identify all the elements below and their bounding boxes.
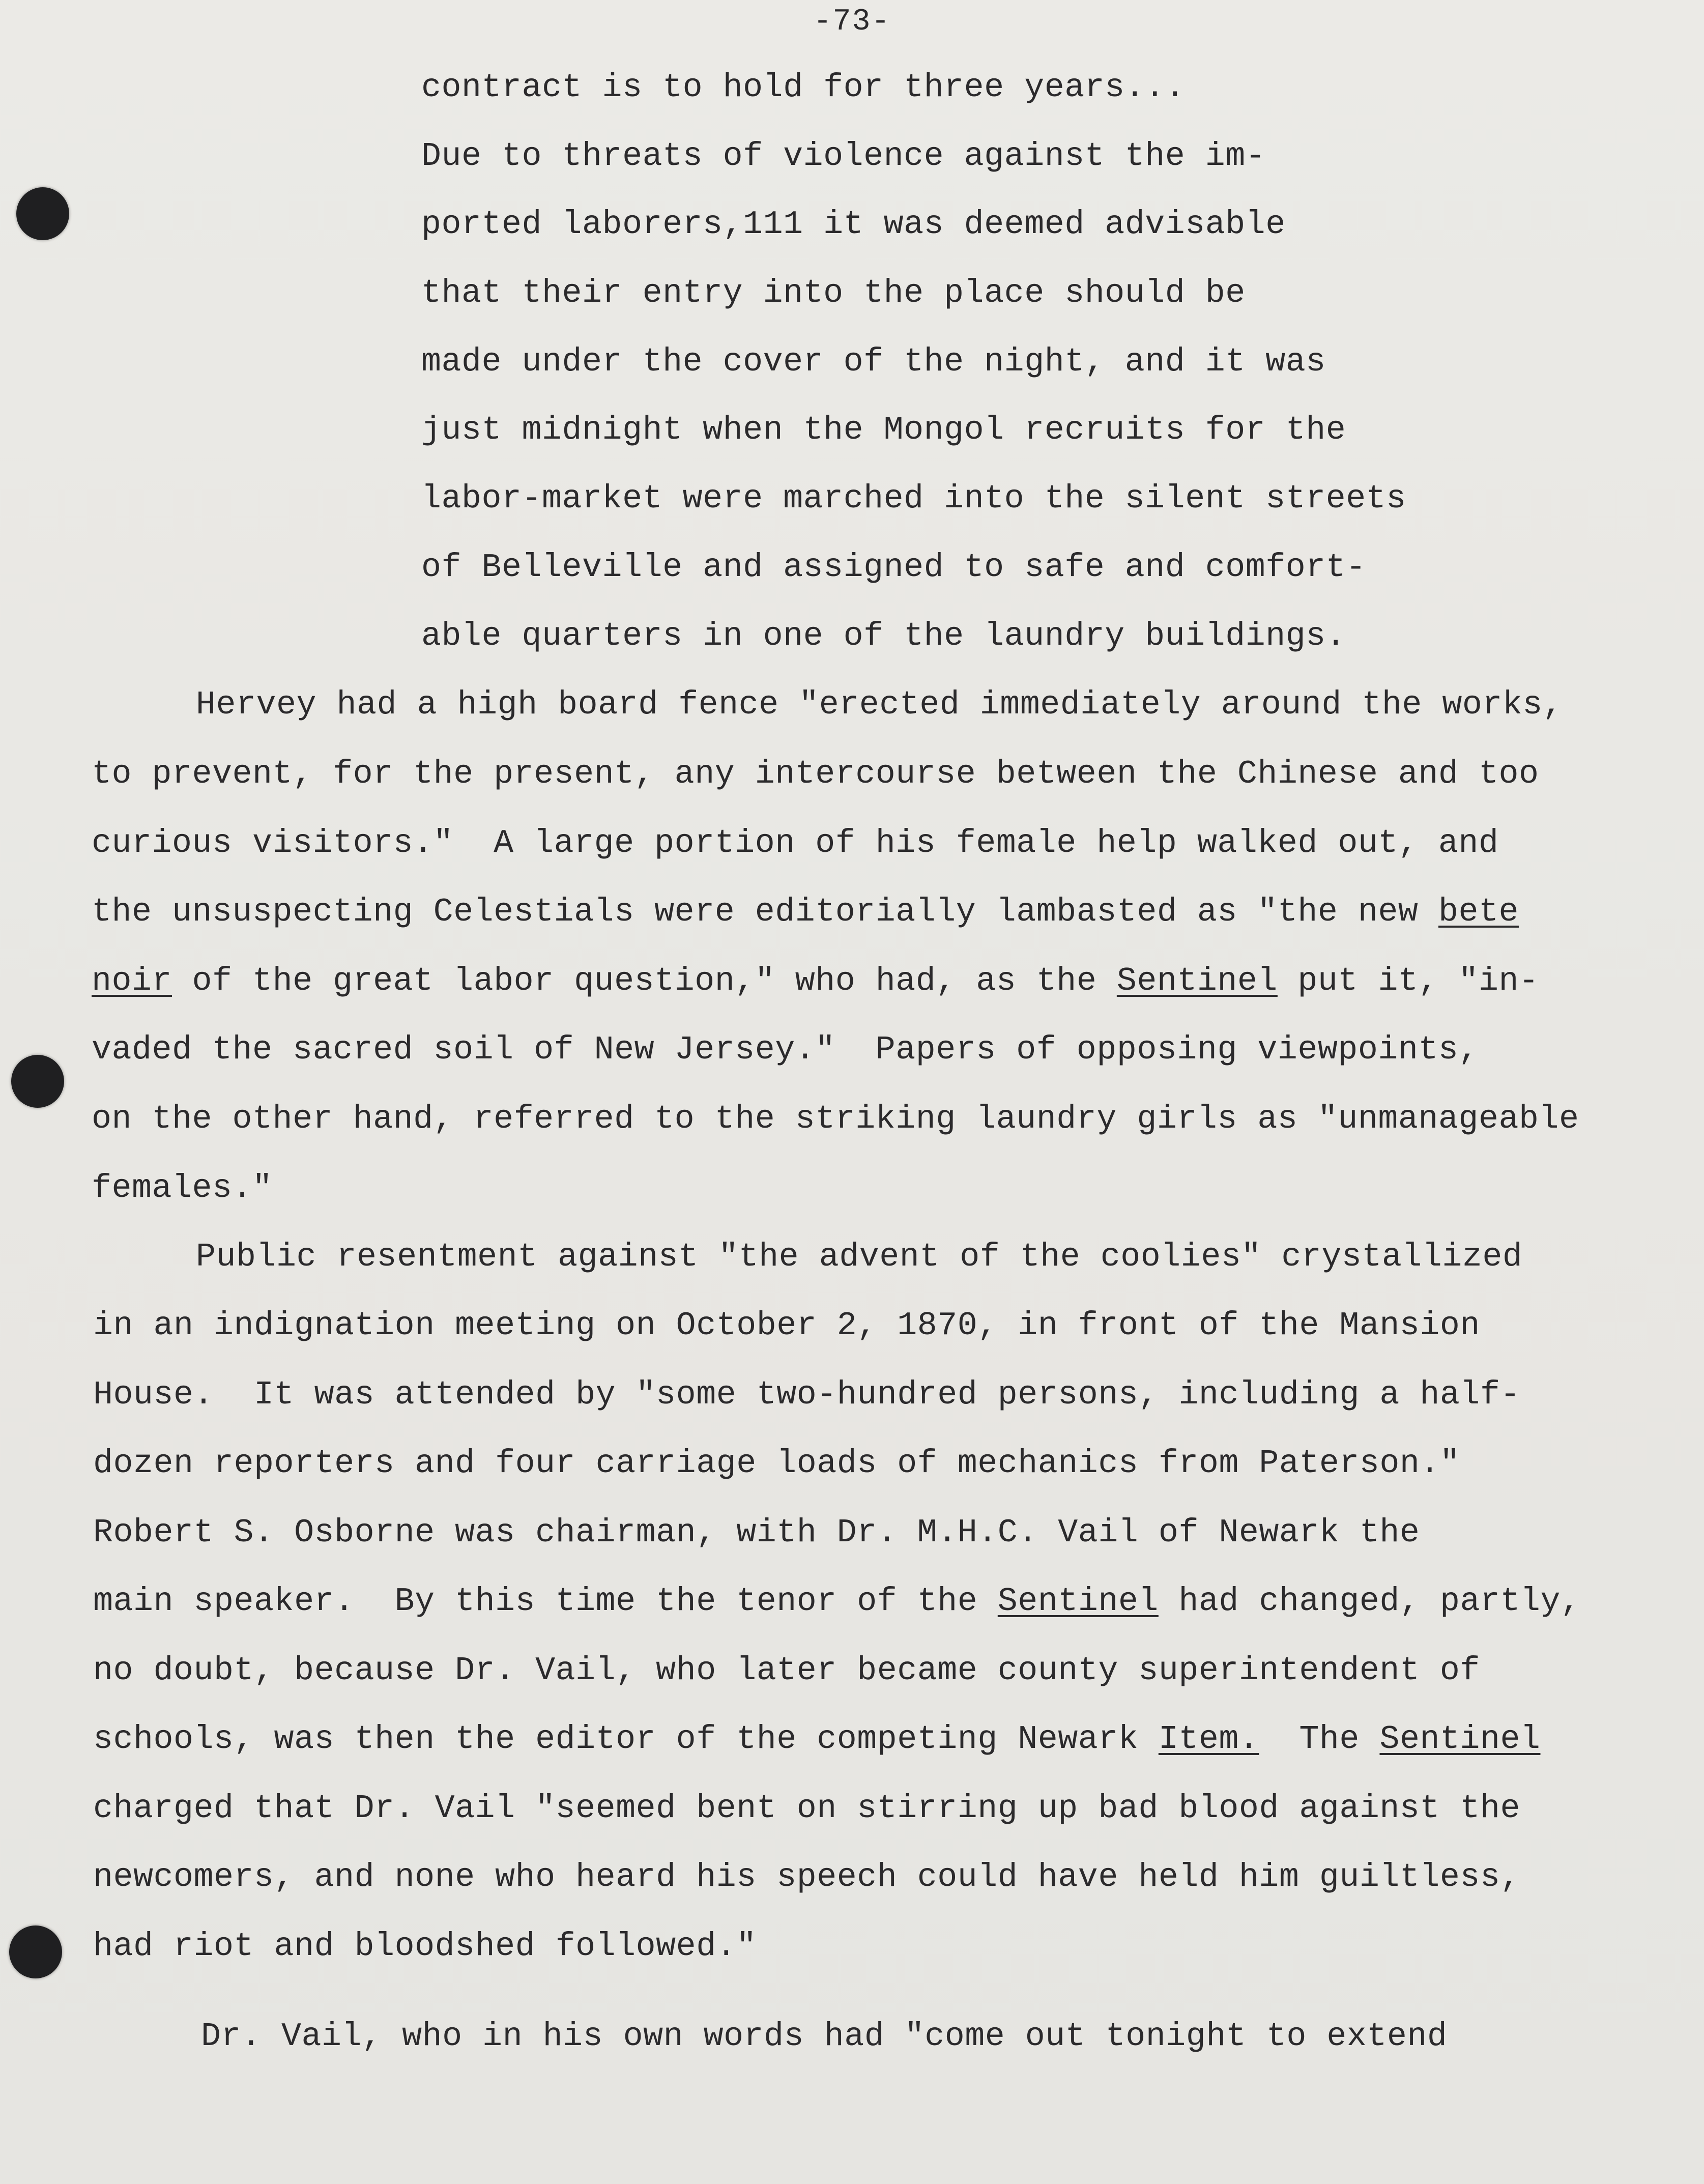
text-run: of the great labor question," who had, as the	[172, 962, 1117, 1000]
paragraph-line	[92, 892, 1519, 932]
paragraph-line: in an indignation meeting on October 2, 1870, in front of the Mansion	[93, 1307, 1480, 1344]
page-number: -73-	[813, 5, 891, 39]
paragraph-line: to prevent, for the present, any intercourse between the Chinese and too	[92, 755, 1539, 793]
paragraph-line: charged that Dr. Vail "seemed bent on stirring up bad blood against the	[93, 1790, 1520, 1827]
underlined-term: noir	[92, 962, 172, 1000]
quote-line: able quarters in one of the laundry buildings.	[421, 617, 1346, 655]
punch-hole-bottom	[9, 1926, 62, 1978]
text-run: main speaker. By this time the tenor of the	[93, 1583, 998, 1620]
underlined-title: Sentinel	[1116, 962, 1278, 1000]
paragraph-line: dozen reporters and four carriage loads of mechanics from Paterson."	[93, 1445, 1460, 1482]
underlined-title: Sentinel	[1379, 1720, 1541, 1758]
punch-hole-top	[16, 187, 69, 240]
quote-line: that their entry into the place should be	[421, 274, 1246, 312]
text-run: schools, was then the editor of the competing Newark	[93, 1720, 1159, 1758]
paragraph-line: no doubt, because Dr. Vail, who later became county superintendent of	[93, 1652, 1480, 1689]
paragraph-line: Dr. Vail, who in his own words had "come out tonight to extend	[201, 2018, 1448, 2055]
underlined-title: Sentinel	[997, 1583, 1159, 1620]
text-run: The	[1259, 1720, 1380, 1758]
paragraph-line: newcomers, and none who heard his speech could have held him guiltless,	[93, 1858, 1520, 1896]
paragraph-line	[93, 1719, 1541, 1760]
quote-line: made under the cover of the night, and it was	[421, 343, 1326, 381]
paragraph-line: Robert S. Osborne was chairman, with Dr. M.H.C. Vail of Newark the	[93, 1514, 1420, 1551]
paragraph-line: curious visitors." A large portion of his female help walked out, and	[92, 824, 1499, 862]
paragraph-line: Hervey had a high board fence "erected immediately around the works,	[196, 686, 1563, 724]
quote-line: of Belleville and assigned to safe and comfort-	[421, 549, 1366, 586]
underlined-title: Item.	[1158, 1720, 1259, 1758]
text-run: the unsuspecting Celestials were editorially lambasted as "the new	[92, 893, 1438, 931]
quote-line: ported laborers,111 it was deemed advisable	[421, 206, 1286, 243]
paragraph-line: vaded the sacred soil of New Jersey." Papers of opposing viewpoints,	[92, 1031, 1479, 1069]
quote-line: contract is to hold for three years...	[421, 69, 1186, 106]
paragraph-line: House. It was attended by "some two-hundred persons, including a half-	[93, 1376, 1520, 1414]
paragraph-line	[93, 1581, 1581, 1622]
underlined-term: bete	[1438, 893, 1519, 931]
quote-line: just midnight when the Mongol recruits for the	[421, 411, 1346, 449]
paragraph-line	[92, 961, 1539, 1001]
paragraph-line: had riot and bloodshed followed."	[93, 1928, 757, 1965]
paragraph-line: Public resentment against "the advent of the coolies" crystallized	[196, 1238, 1523, 1276]
paragraph-line: females."	[92, 1169, 273, 1207]
text-run: had changed, partly,	[1158, 1583, 1581, 1620]
text-run: put it, "in-	[1277, 962, 1539, 1000]
quote-line: Due to threats of violence against the im-	[421, 137, 1266, 175]
paragraph-line: on the other hand, referred to the striking laundry girls as "unmanageable	[92, 1100, 1579, 1138]
quote-line: labor-market were marched into the silent streets	[421, 480, 1406, 518]
punch-hole-middle	[11, 1055, 64, 1108]
